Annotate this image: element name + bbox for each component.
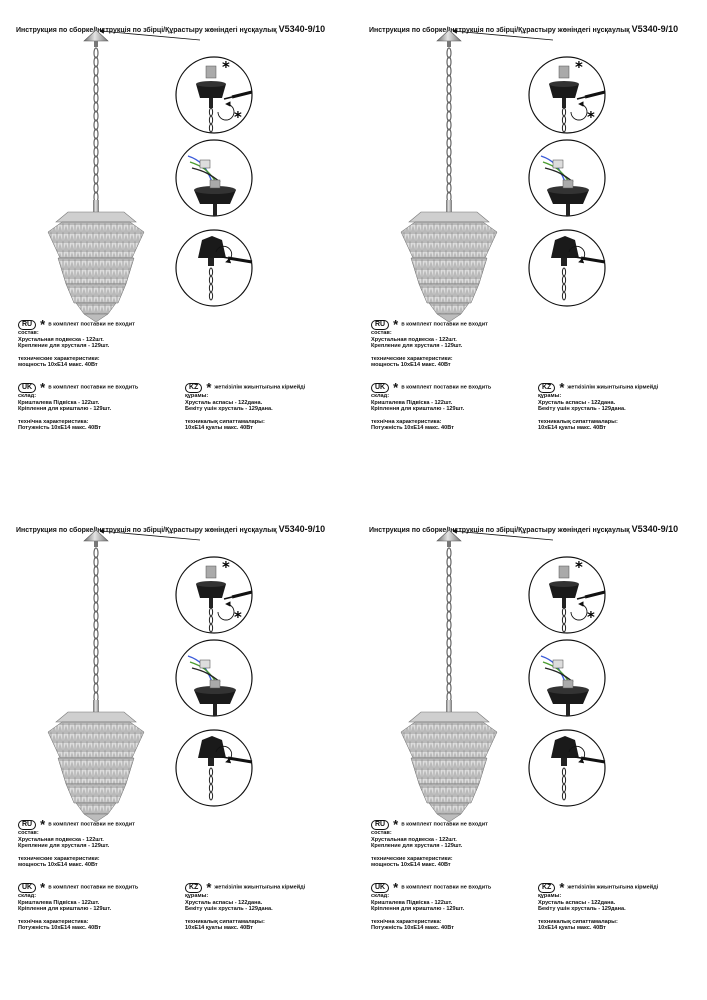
uk-line-1: Кришталева Підвіска - 122шт.: [18, 399, 100, 406]
ru-language-badge: RU: [371, 320, 389, 330]
uk-tech-value: Потужність 10хE14 макс. 40Вт: [18, 925, 101, 932]
ru-line-1: Хрустальная подвеска - 122шт.: [371, 336, 457, 343]
kz-language-badge: KZ: [185, 883, 202, 893]
asterisk-icon: *: [393, 880, 399, 895]
ru-composition-title: состав:: [371, 830, 392, 836]
ru-note: в комплект поставки не входит: [401, 321, 488, 328]
kz-tech-value: 10хE14 қуаты макс. 40Вт: [538, 425, 606, 432]
uk-language-badge: UK: [371, 383, 389, 393]
kz-tech-title: техникалық сипаттамалары:: [185, 918, 265, 925]
model-number: V5340-9/10: [278, 524, 326, 534]
asterisk-icon: *: [40, 380, 46, 395]
uk-composition-title: склад:: [371, 893, 390, 899]
kz-note: жеткізілім жиынтығына кірмейді: [567, 384, 659, 391]
kz-tech-title: техникалық сипаттамалары:: [538, 418, 618, 425]
uk-composition-title: склад:: [18, 393, 37, 399]
uk-tech-title: технічна характеристика:: [371, 418, 442, 425]
instruction-sheet-2: [353, 0, 706, 500]
ru-section: [371, 817, 488, 869]
kz-line-2: Бекіту үшін хрусталь - 129дана.: [538, 406, 626, 413]
uk-line-2: Кріплення для кришталю - 129шт.: [371, 906, 465, 913]
ru-language-badge: RU: [371, 820, 389, 830]
kz-line-1: Хрусталь аспасы - 122дана.: [185, 399, 263, 406]
uk-tech-value: Потужність 10хE14 макс. 40Вт: [18, 425, 101, 432]
ru-tech-title: технические характеристики:: [371, 855, 453, 862]
uk-note: в комплект поставки не входить: [401, 884, 492, 891]
sheet-title: Инструкция по сборке/Інструкція по збірці/Құрастыру жөніндегі нұсқаулық V5340-9/10: [369, 524, 679, 534]
model-number: V5340-9/10: [631, 524, 679, 534]
ru-line-2: Крепление для хрусталя - 129шт.: [18, 343, 110, 350]
uk-line-1: Кришталева Підвіска - 122шт.: [371, 399, 453, 406]
ru-tech-title: технические характеристики:: [371, 355, 453, 362]
ru-tech-value: мощность 10хE14 макс. 40Вт: [371, 862, 451, 869]
ru-section: [18, 317, 135, 369]
asterisk-icon: *: [40, 817, 46, 832]
kz-section: [538, 880, 659, 932]
uk-tech-title: технічна характеристика:: [371, 918, 442, 925]
kz-section: [185, 880, 306, 932]
uk-language-badge: UK: [371, 883, 389, 893]
kz-line-2: Бекіту үшін хрусталь - 129дана.: [538, 906, 626, 913]
instruction-sheet-1: [0, 0, 353, 500]
ru-note: в комплект поставки не входит: [401, 821, 488, 828]
uk-tech-title: технічна характеристика:: [18, 418, 89, 425]
kz-tech-value: 10хE14 қуаты макс. 40Вт: [538, 925, 606, 932]
uk-section: [371, 380, 492, 432]
ru-note: в комплект поставки не входит: [48, 821, 135, 828]
kz-composition-title: құрамы:: [185, 893, 209, 899]
asterisk-icon: *: [206, 380, 212, 395]
kz-composition-title: құрамы:: [185, 393, 209, 399]
ru-note: в комплект поставки не входит: [48, 321, 135, 328]
kz-composition-title: құрамы:: [538, 893, 562, 899]
kz-language-badge: KZ: [185, 383, 202, 393]
uk-line-2: Кріплення для кришталю - 129шт.: [18, 406, 112, 413]
asterisk-icon: *: [393, 317, 399, 332]
uk-note: в комплект поставки не входить: [48, 884, 139, 891]
ru-tech-value: мощность 10хE14 макс. 40Вт: [371, 362, 451, 369]
asterisk-icon: *: [393, 817, 399, 832]
sheet-title: Инструкция по сборке/Інструкція по збірці/Құрастыру жөніндегі нұсқаулық V5340-9/10: [16, 24, 326, 34]
uk-line-2: Кріплення для кришталю - 129шт.: [371, 406, 465, 413]
kz-line-1: Хрусталь аспасы - 122дана.: [185, 899, 263, 906]
ru-tech-value: мощность 10хE14 макс. 40Вт: [18, 362, 98, 369]
kz-composition-title: құрамы:: [538, 393, 562, 399]
asterisk-icon: *: [559, 380, 565, 395]
uk-composition-title: склад:: [371, 393, 390, 399]
model-number: V5340-9/10: [631, 24, 679, 34]
asterisk-icon: *: [40, 880, 46, 895]
kz-note: жеткізілім жиынтығына кірмейді: [214, 884, 306, 891]
ru-language-badge: RU: [18, 820, 36, 830]
asterisk-icon: *: [393, 380, 399, 395]
kz-line-2: Бекіту үшін хрусталь - 129дана.: [185, 406, 273, 413]
sheet-title: Инструкция по сборке/Інструкція по збірці/Құрастыру жөніндегі нұсқаулық V5340-9/10: [16, 524, 326, 534]
uk-composition-title: склад:: [18, 893, 37, 899]
kz-note: жеткізілім жиынтығына кірмейді: [214, 384, 306, 391]
uk-line-1: Кришталева Підвіска - 122шт.: [371, 899, 453, 906]
kz-line-2: Бекіту үшін хрусталь - 129дана.: [185, 906, 273, 913]
ru-line-2: Крепление для хрусталя - 129шт.: [371, 843, 463, 850]
assembly-illustration: [0, 500, 353, 830]
ru-line-1: Хрустальная подвеска - 122шт.: [371, 836, 457, 843]
kz-tech-value: 10хE14 қуаты макс. 40Вт: [185, 425, 253, 432]
instruction-sheet-3: [0, 500, 353, 1000]
ru-language-badge: RU: [18, 320, 36, 330]
kz-note: жеткізілім жиынтығына кірмейді: [567, 884, 659, 891]
ru-composition-title: состав:: [18, 330, 39, 336]
kz-line-1: Хрусталь аспасы - 122дана.: [538, 399, 616, 406]
uk-note: в комплект поставки не входить: [401, 384, 492, 391]
ru-composition-title: состав:: [371, 330, 392, 336]
uk-language-badge: UK: [18, 883, 36, 893]
uk-tech-title: технічна характеристика:: [18, 918, 89, 925]
asterisk-icon: *: [206, 880, 212, 895]
assembly-illustration: [353, 500, 706, 830]
uk-tech-value: Потужність 10хE14 макс. 40Вт: [371, 925, 454, 932]
ru-tech-title: технические характеристики:: [18, 855, 100, 862]
uk-section: [371, 880, 492, 932]
kz-language-badge: KZ: [538, 383, 555, 393]
ru-line-2: Крепление для хрусталя - 129шт.: [371, 343, 463, 350]
uk-language-badge: UK: [18, 383, 36, 393]
ru-line-1: Хрустальная подвеска - 122шт.: [18, 336, 104, 343]
sheet-title: Инструкция по сборке/Інструкція по збірці/Құрастыру жөніндегі нұсқаулық V5340-9/10: [369, 24, 679, 34]
uk-line-2: Кріплення для кришталю - 129шт.: [18, 906, 112, 913]
uk-note: в комплект поставки не входить: [48, 384, 139, 391]
uk-section: [18, 380, 139, 432]
ru-line-2: Крепление для хрусталя - 129шт.: [18, 843, 110, 850]
assembly-illustration: [0, 0, 353, 330]
asterisk-icon: *: [40, 317, 46, 332]
kz-section: [185, 380, 306, 432]
kz-line-1: Хрусталь аспасы - 122дана.: [538, 899, 616, 906]
instruction-sheet-4: [353, 500, 706, 1000]
kz-tech-title: техникалық сипаттамалары:: [185, 418, 265, 425]
kz-tech-value: 10хE14 қуаты макс. 40Вт: [185, 925, 253, 932]
ru-composition-title: состав:: [18, 830, 39, 836]
ru-section: [371, 317, 488, 369]
model-number: V5340-9/10: [278, 24, 326, 34]
asterisk-icon: *: [559, 880, 565, 895]
ru-line-1: Хрустальная подвеска - 122шт.: [18, 836, 104, 843]
kz-language-badge: KZ: [538, 883, 555, 893]
uk-section: [18, 880, 139, 932]
uk-line-1: Кришталева Підвіска - 122шт.: [18, 899, 100, 906]
ru-section: [18, 817, 135, 869]
kz-section: [538, 380, 659, 432]
ru-tech-value: мощность 10хE14 макс. 40Вт: [18, 862, 98, 869]
uk-tech-value: Потужність 10хE14 макс. 40Вт: [371, 425, 454, 432]
assembly-illustration: [353, 0, 706, 330]
kz-tech-title: техникалық сипаттамалары:: [538, 918, 618, 925]
ru-tech-title: технические характеристики:: [18, 355, 100, 362]
